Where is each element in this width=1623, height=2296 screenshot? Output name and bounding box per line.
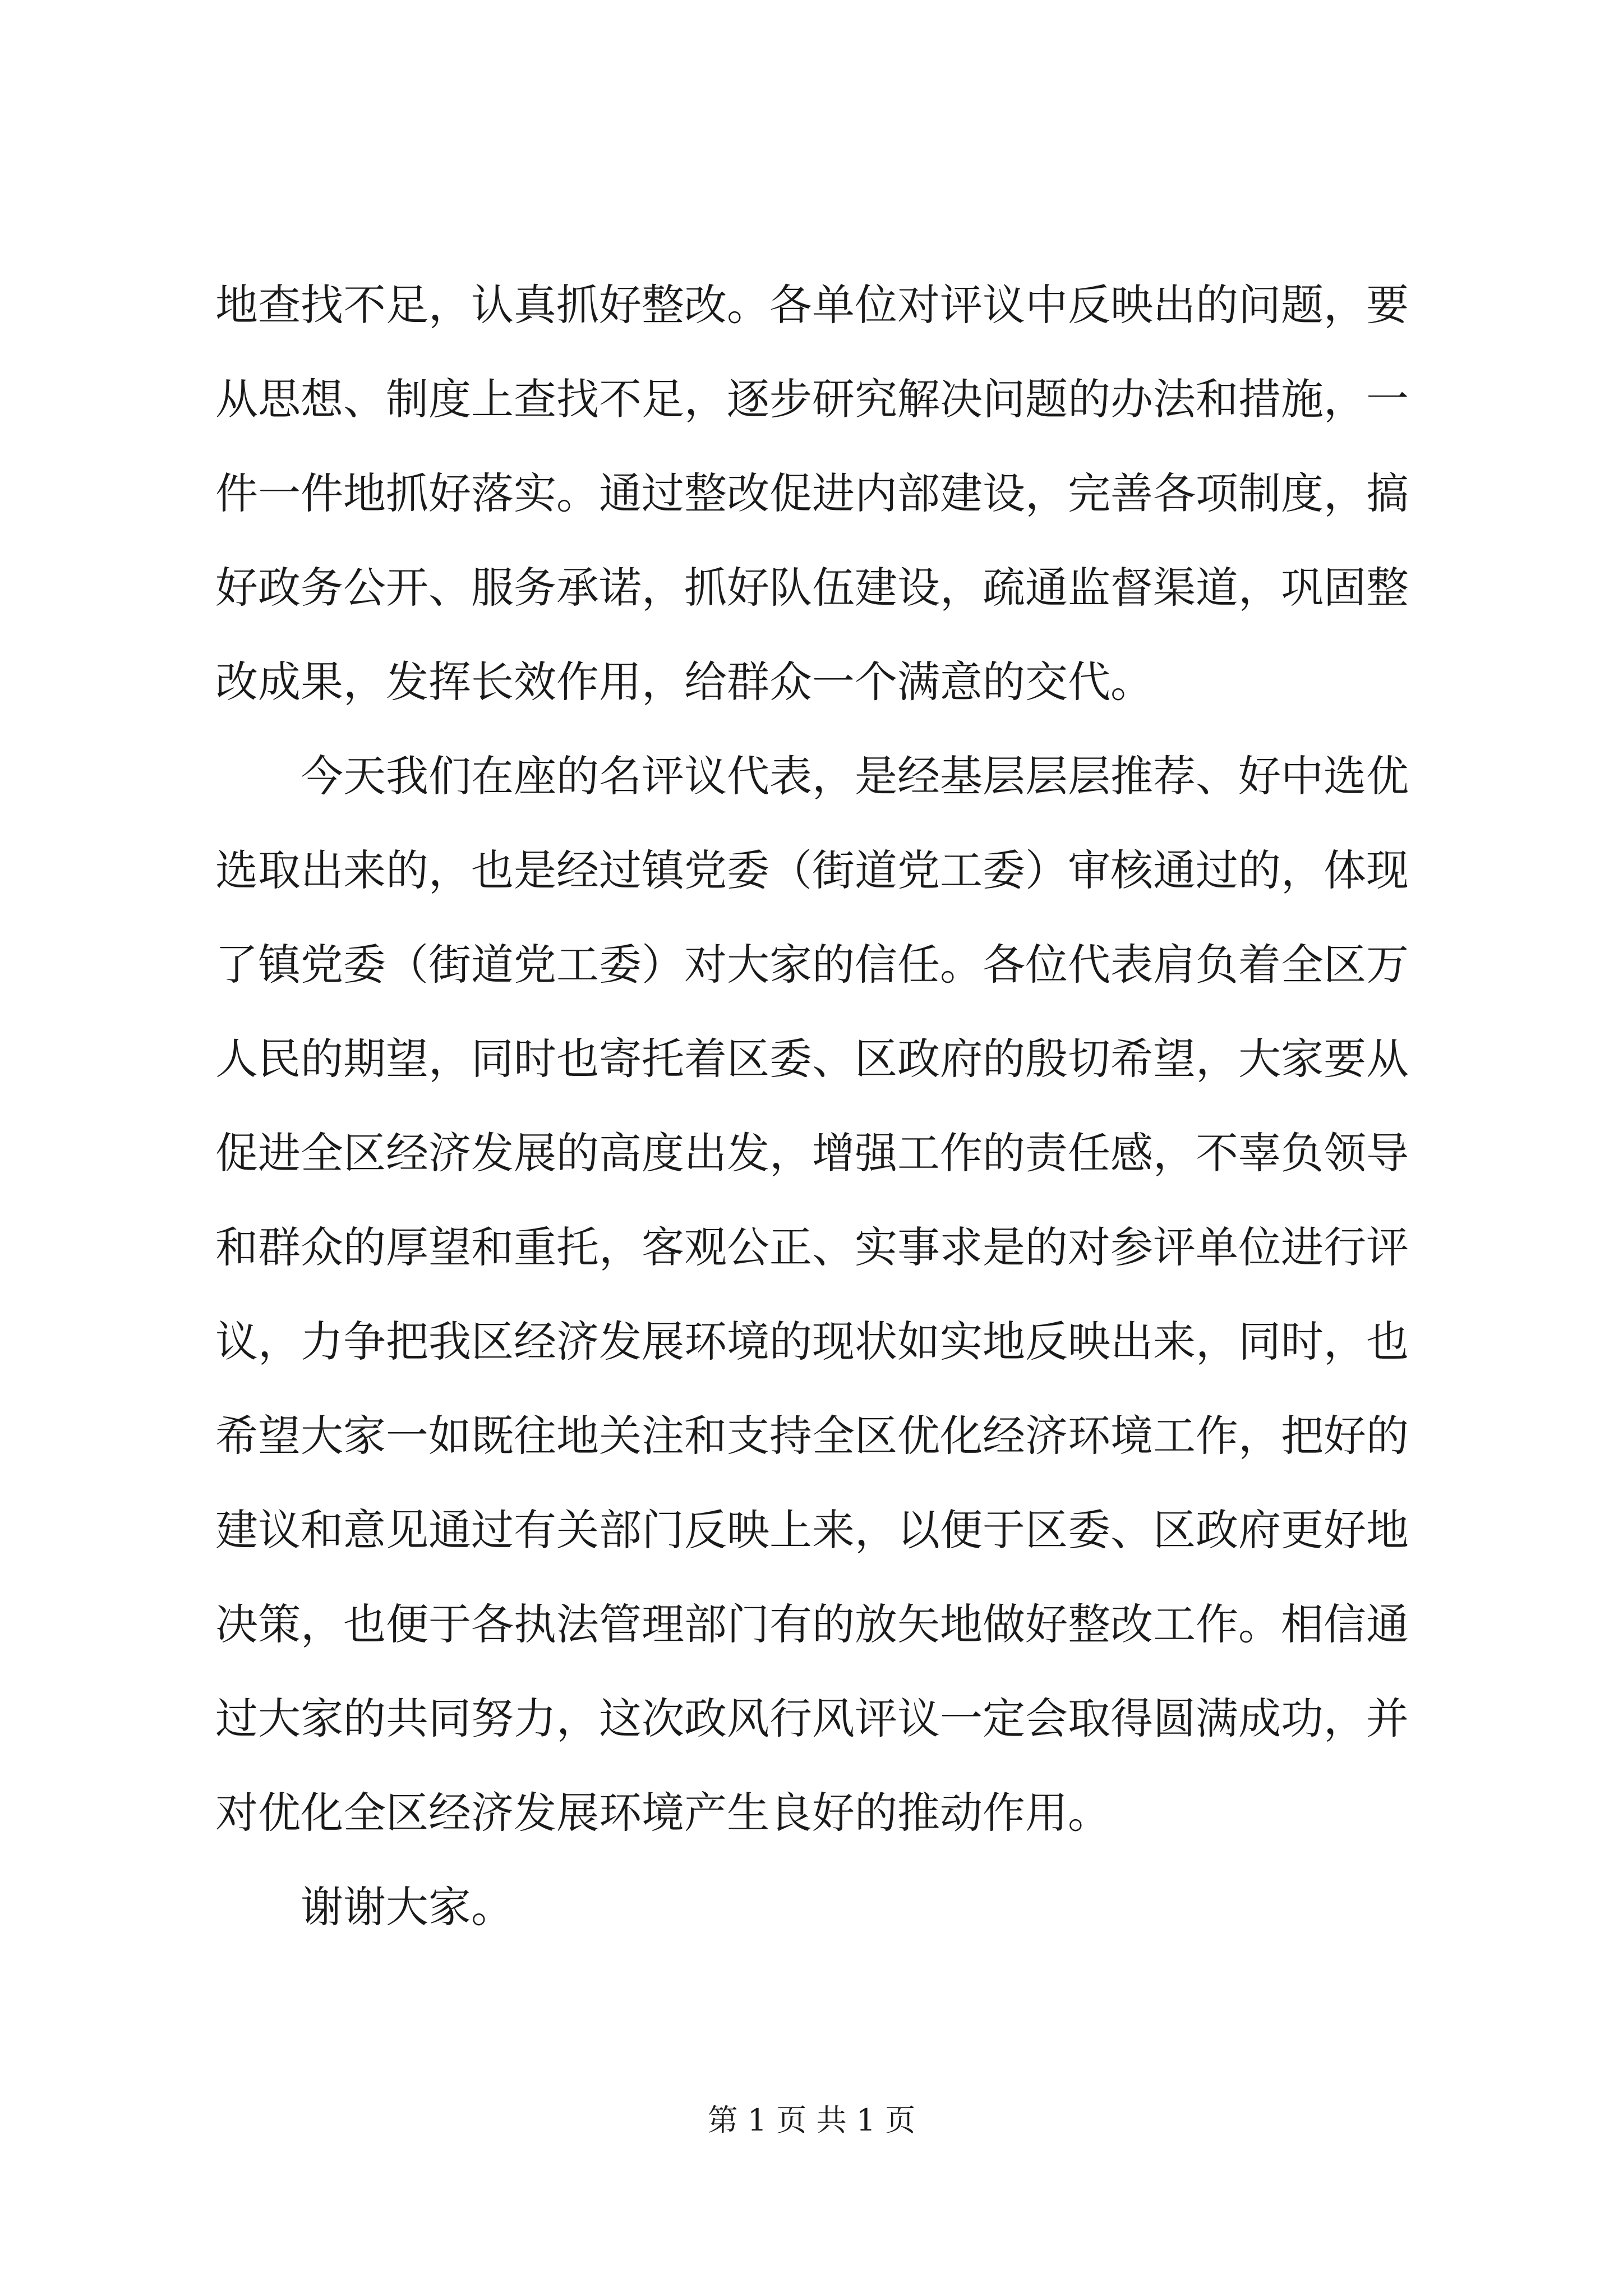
paragraph-2-line-1: 今天我们在座的名评议代表，是经基层层层推荐、好中选优 bbox=[301, 751, 1409, 801]
paragraph-2-line-3: 了镇党委（街道党工委）对大家的信任。各位代表肩负着全区万 bbox=[215, 940, 1409, 990]
paragraph-2-line-6: 和群众的厚望和重托，客观公正、实事求是的对参评单位进行评 bbox=[215, 1222, 1409, 1272]
paragraph-1-line-3: 件一件地抓好落实。通过整改促进内部建设，完善各项制度，搞 bbox=[215, 468, 1409, 518]
paragraph-3-line-1: 谢谢大家。 bbox=[301, 1882, 514, 1932]
paragraph-2-line-9: 建议和意见通过有关部门反映上来，以便于区委、区政府更好地 bbox=[215, 1505, 1409, 1555]
paragraph-2-line-2: 选取出来的，也是经过镇党委（街道党工委）审核通过的，体现 bbox=[215, 845, 1409, 895]
paragraph-2-line-10: 决策，也便于各执法管理部门有的放矢地做好整改工作。相信通 bbox=[215, 1599, 1409, 1649]
paragraph-1-line-1: 地查找不足，认真抓好整改。各单位对评议中反映出的问题，要 bbox=[215, 280, 1409, 330]
paragraph-2-line-8: 希望大家一如既往地关注和支持全区优化经济环境工作，把好的 bbox=[215, 1411, 1409, 1461]
paragraph-1-line-2: 从思想、制度上查找不足，逐步研究解决问题的办法和措施，一 bbox=[215, 374, 1409, 424]
paragraph-1-line-4: 好政务公开、服务承诺，抓好队伍建设，疏通监督渠道，巩固整 bbox=[215, 563, 1409, 613]
document-body bbox=[215, 258, 1409, 1954]
paragraph-2-line-4: 人民的期望，同时也寄托着区委、区政府的殷切希望，大家要从 bbox=[215, 1034, 1409, 1084]
page-footer: 第 1 页 共 1 页 bbox=[707, 2102, 916, 2138]
paragraph-1-line-5: 改成果，发挥长效作用，给群众一个满意的交代。 bbox=[215, 657, 1153, 707]
paragraph-2-line-7: 议，力争把我区经济发展环境的现状如实地反映出来，同时，也 bbox=[215, 1317, 1409, 1366]
paragraph-2-line-12: 对优化全区经济发展环境产生良好的推动作用。 bbox=[215, 1788, 1110, 1838]
paragraph-2-line-5: 促进全区经济发展的高度出发，增强工作的责任感，不辜负领导 bbox=[215, 1128, 1409, 1178]
paragraph-2-line-11: 过大家的共同努力，这次政风行风评议一定会取得圆满成功，并 bbox=[215, 1694, 1409, 1743]
